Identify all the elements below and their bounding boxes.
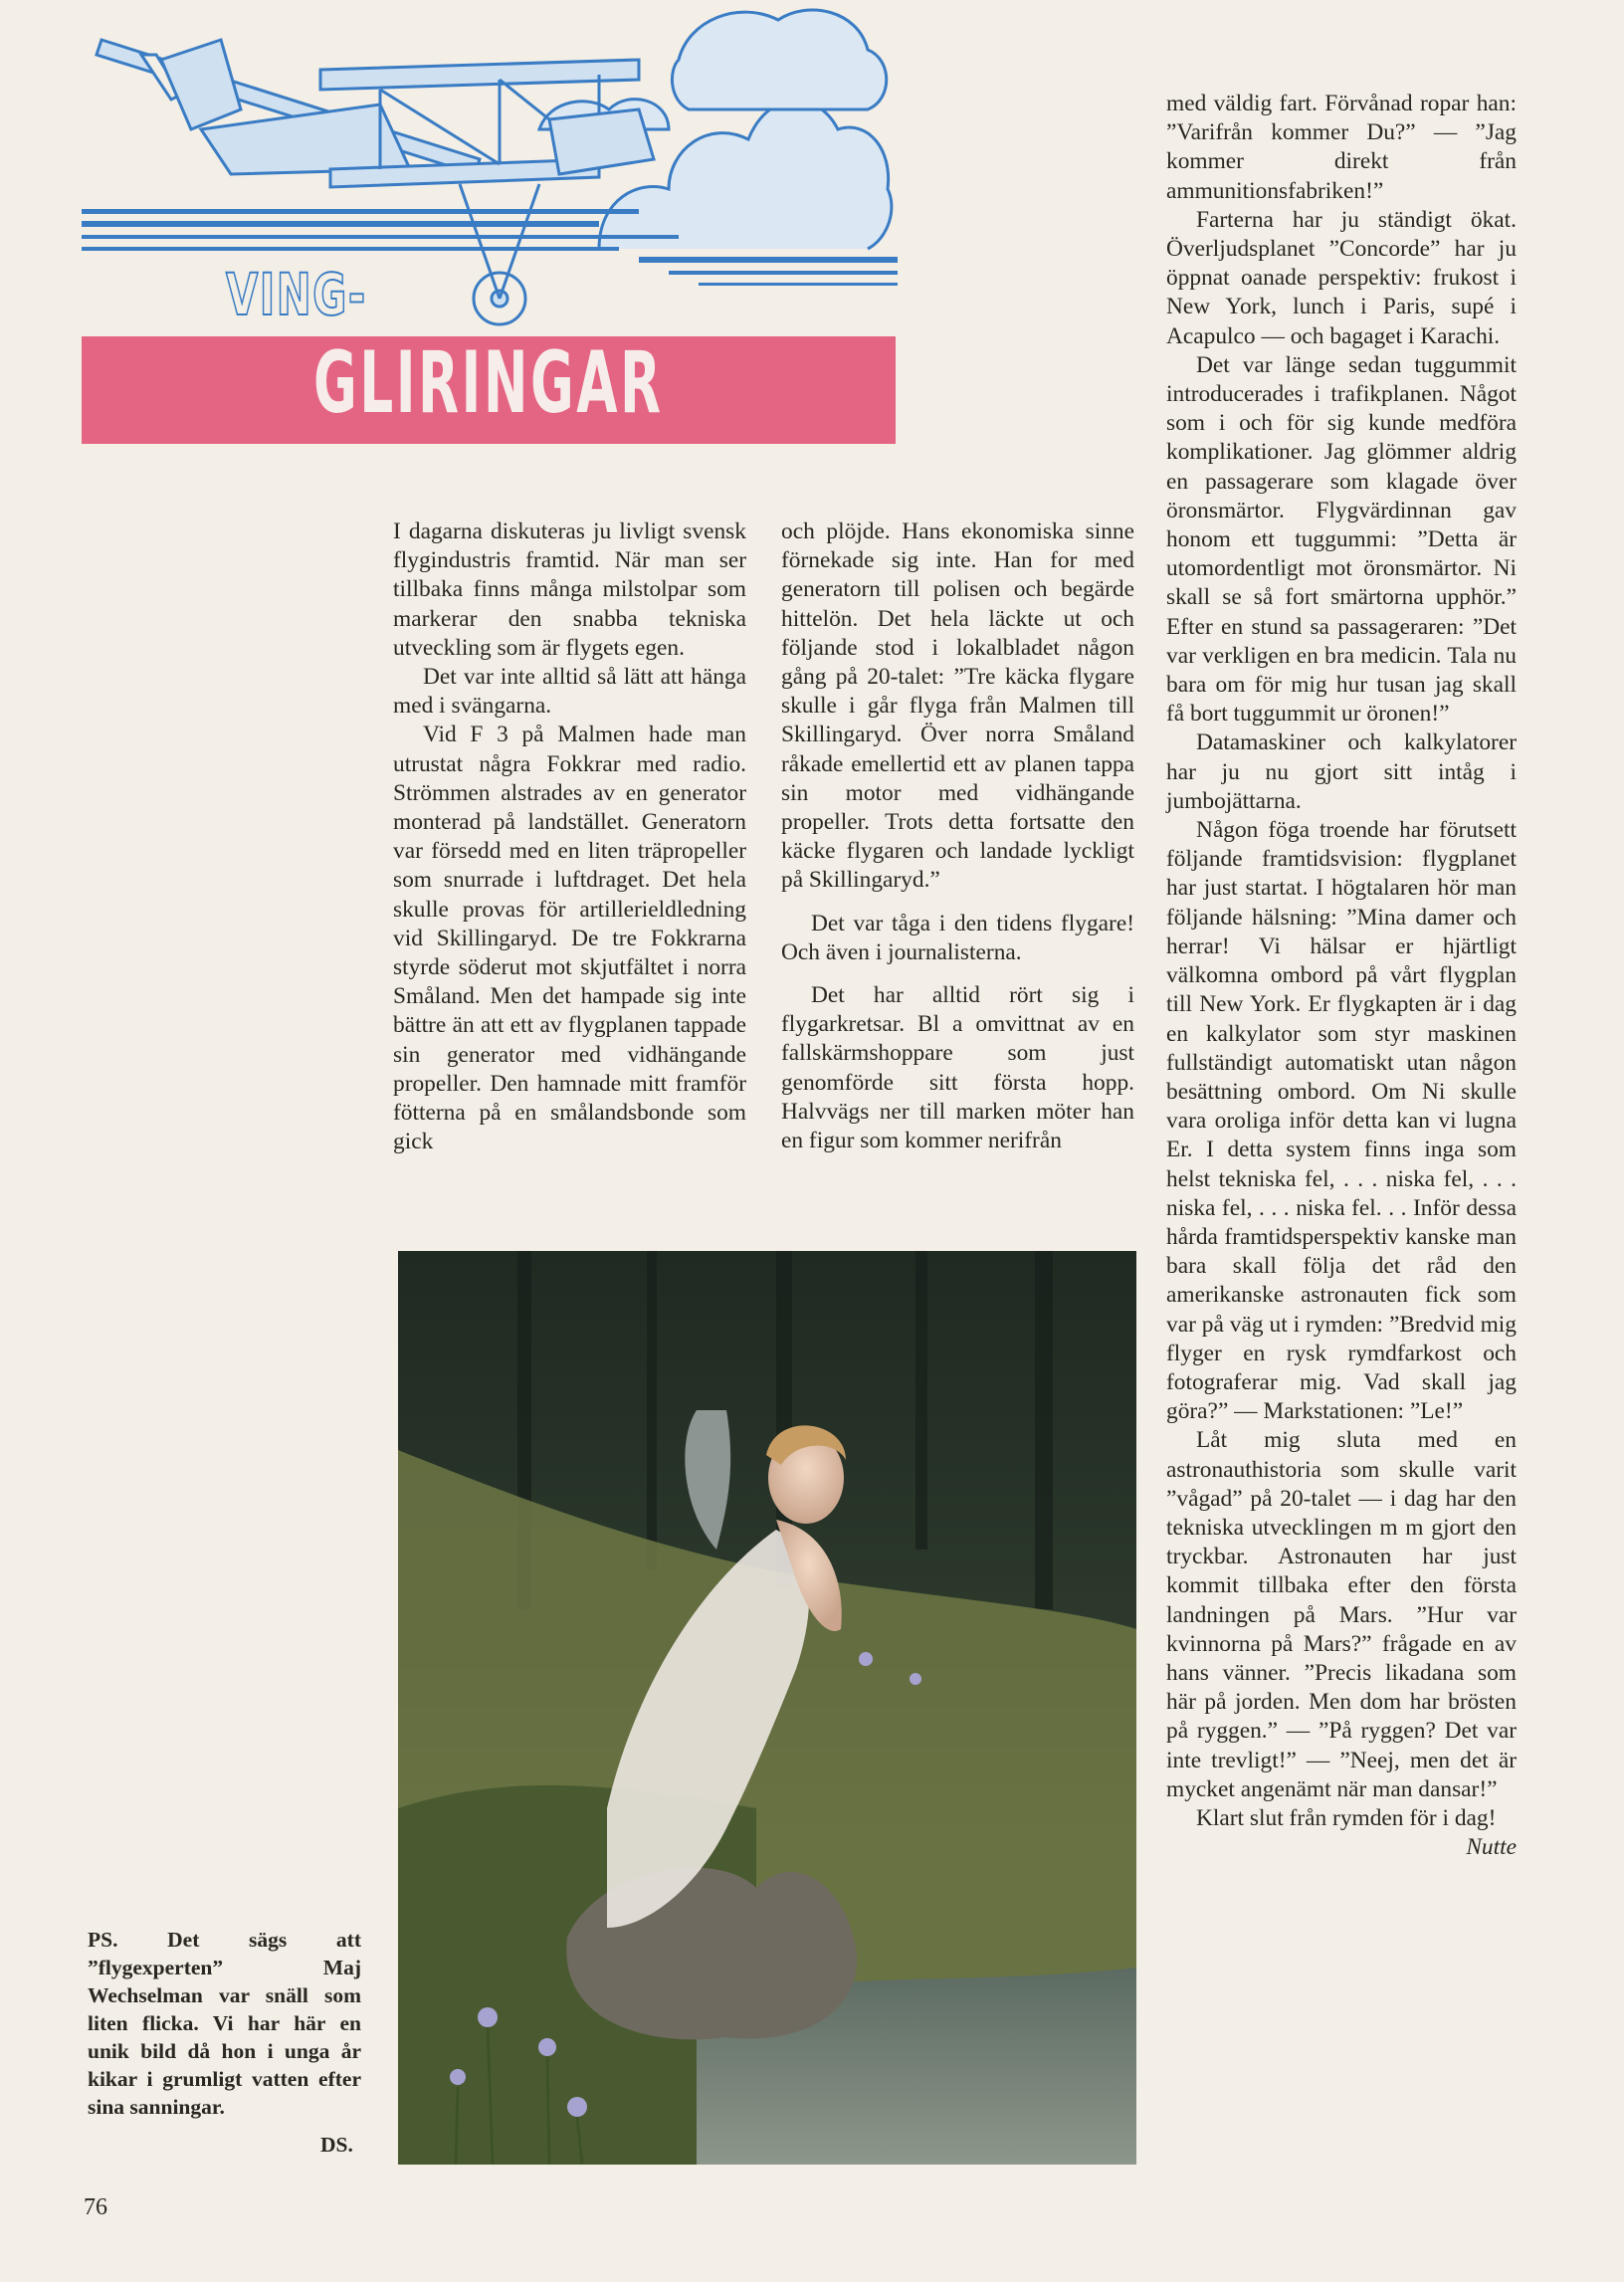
painting-illustration-icon [398,1251,1136,2165]
paragraph: och plöjde. Hans ekonomiska sinne förnekade sig inte. Han for med generatorn till polisen och begärde hittelön. Det hela läckte ut och följande stod i lokalbladet någon gång på 20-talet: ”Tre käcka flygare skulle i går flyga från Malmen till Skillingaryd. Över norra Småland råkade emellertid ett av planen tappa sin motor med vidhängande propeller. Trots detta fortsatte den käcke flygaren och landade lyckligt på Skillingaryd.” [781,519,1134,894]
page-number: 76 [84,2194,107,2220]
paragraph: Det var länge sedan tuggummit introducerades i trafikplanen. Något som i och för sig kunde medföra komplikationer. Jag glömmer aldrig en passagerare som klagade över öronsmärtor. Flygvärdinnan gav honom ett tuggummi: ”Detta är utomordentligt mot öronsmärtor. Ni skall se så fort smärtorna upphör.” Efter en stund sa passageraren: ”Det var verkligen en bra medicin. Tala nu bara om för mig hur tusan jag skall få bort tuggummit ur öronen!” [1166,351,1517,727]
ps-signature: DS. [320,2133,353,2157]
ps-caption: PS. Det sägs att ”flygexperten” Maj Wechselman var snäll som liten flicka. Vi har här en unik bild då hon i unga år kikar i grumligt vatten efter sina sanningar. [88,1928,361,2119]
article-column-2 [781,518,1134,1155]
closing-line: Klart slut från rymden för i dag! [1196,1804,1497,1831]
article-column-3 [1166,90,1517,1862]
paragraph: Vid F 3 på Malmen hade man utrustat några Fokkrar med radio. Strömmen alstrades av en generator monterad på landstället. Generatorn var försedd med en liten träpropeller som snurrade i luftdraget. Det hela skulle provas för artillerieldledning vid Skillingaryd. De tre Fokkrarna styrde söderut mot skjutfältet i norra Småland. Men det hampade sig inte bättre än att ett av flygplanen tappade sin generator med vidhängande propeller. Den hamnade mitt framför fötterna på en smålandsbonde som gick [393,722,746,1155]
paragraph: I dagarna diskuteras ju livligt svensk flygindustris framtid. När man ser tillbaka finns många milstolpar som markerar den snabba tekniska utveckling som är flygets egen. [393,519,746,661]
paragraph: Någon föga troende har förutsett följande framtidsvision: flygplanet har just startat. I högtalaren hör man följande hälsning: ”Mina damer och herrar! Vi hälsar er hjärtligt välkomna ombord på vårt flygplan till New York. Er flygkapten är i dag en kalkylator som styr maskinen fullständigt automatiskt utan någon besättning ombord. Om Ni skulle vara oroliga inför detta kan vi lugna Er. I detta system finns inga som helst tekniska fel, . . . niska fel, . . . niska fel, . . . niska fel. . . Inför dessa hårda framtidsperspektiv kanske man bara skall följa det råd den amerikanske astronauten fick som var på väg ut i rymden: ”Bredvid mig flyger en rysk rymdfarkost och fotograferar mig. Vad skall jag göra?” — Markstationen: ”Le!” [1166,817,1517,1425]
paragraph: Det var inte alltid så lätt att hänga med i svängarna. [393,664,746,720]
author-signature: Nutte [1466,1834,1517,1861]
fairy-painting-image [398,1251,1136,2165]
paragraph: Det var tåga i den tidens flygare! Och även i journalisterna. [781,910,1134,965]
paragraph [1166,1804,1517,1861]
article-column-1 [393,518,746,1156]
title-line-2: GLIRINGAR [313,333,664,433]
paragraph: Farterna har ju ständigt ökat. Överljudsplanet ”Concorde” har ju öppnat oanade perspektiv: frukost i New York, lunch i Paris, supé i Acapulco — och bagaget i Karachi. [1166,206,1517,349]
paragraph: Det har alltid rört sig i flygarkretsar. Bl a omvittnat av en fallskärmshoppare som just genomförde sitt första hopp. Halvvägs ner till marken möter han en figur som kommer nerifrån [781,982,1134,1154]
paragraph: med väldig fart. Förvånad ropar han: ”Varifrån kommer Du?” — ”Jag kommer direkt från ammunitionsfabriken!” [1166,91,1517,204]
title-line-1: VING- [226,261,367,328]
biplane-illustration-icon [82,0,898,338]
paragraph: Låt mig sluta med en astronauthistoria som skulle varit ”vågad” på 20-talet — i dag har den tekniska utvecklingen m m gjort den tryckbar. Astronauten har just kommit tillbaka efter den första landningen på Mars. ”Hur var kvinnorna på Mars?” frågade en av hans vänner. ”Precis likadana som här på jorden. Men dom har brösten på ryggen.” — ”På ryggen? Det var inte trevligt!” — ”Neej, men det är mycket angenämt när man dansar!” [1166,1427,1517,1802]
paragraph: Datamaskiner och kalkylatorer har ju nu gjort sitt intåg i jumbojättarna. [1166,729,1517,814]
